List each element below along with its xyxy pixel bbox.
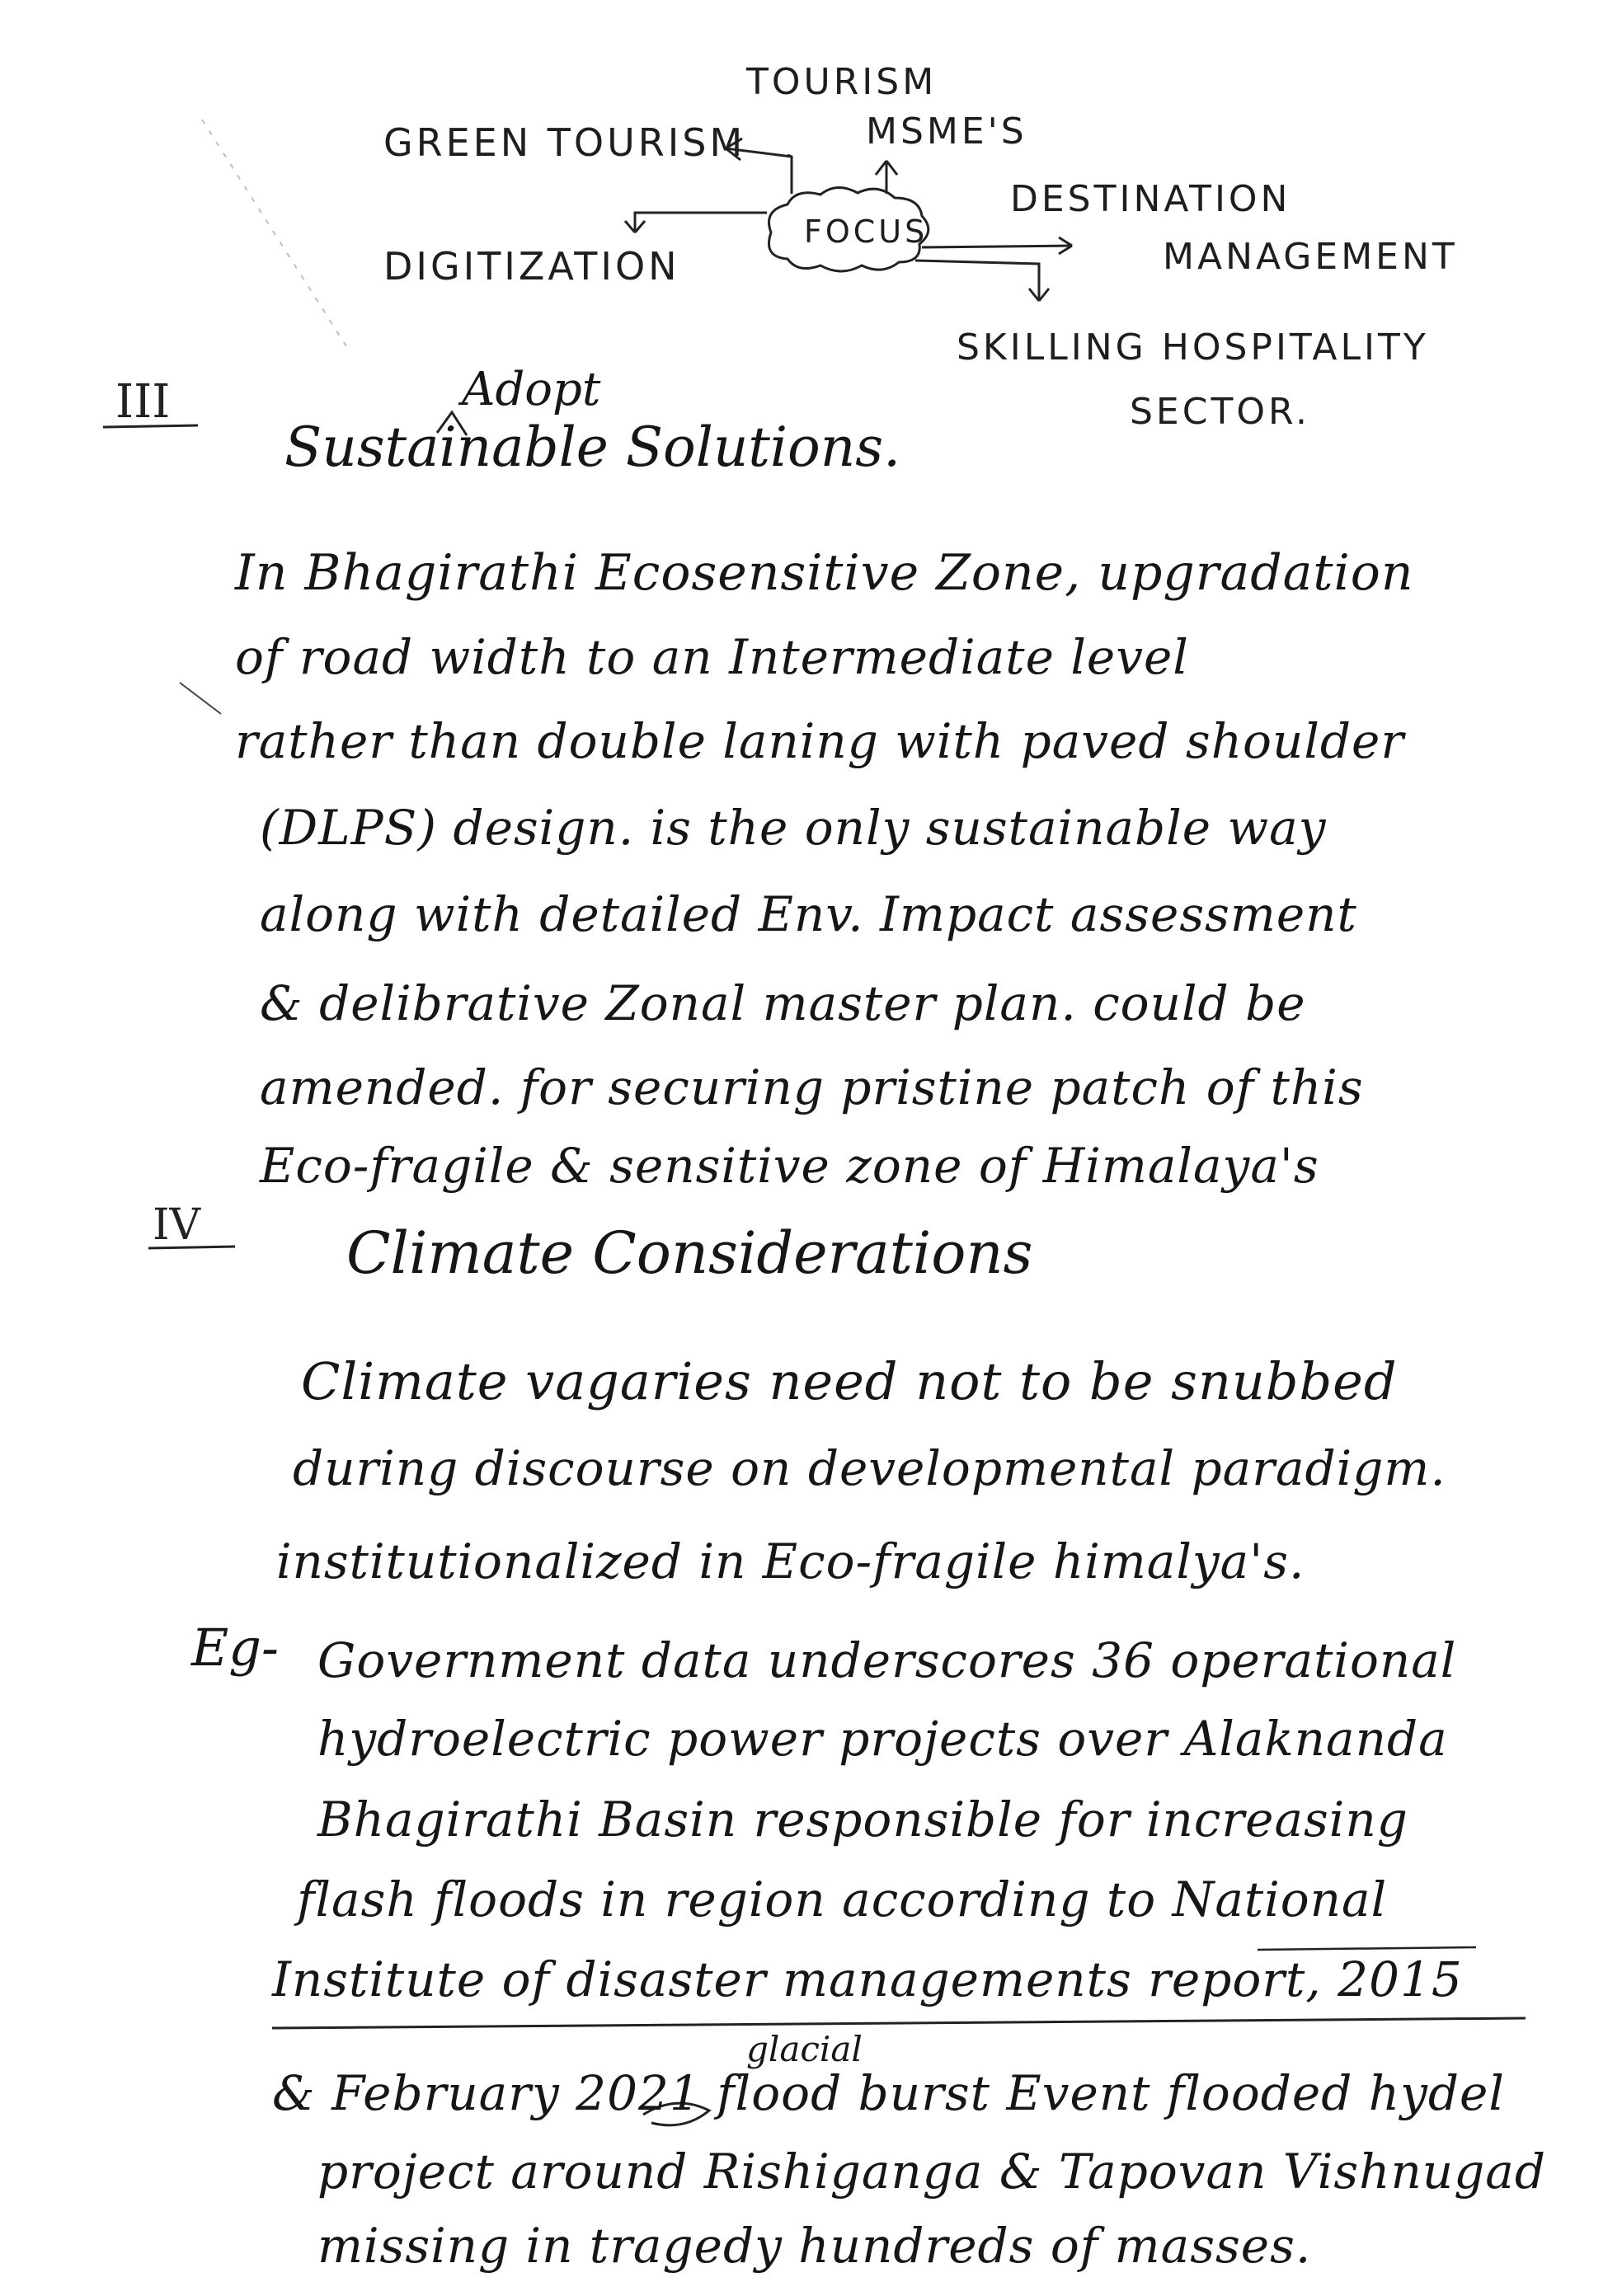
- example-line-3: Bhagirathi Basin responsible for increasing: [317, 1791, 1408, 1848]
- example-line-2: hydroelectric power projects over Alaknanda: [317, 1711, 1448, 1767]
- section-iii-line-1: In Bhagirathi Ecosensitive Zone, upgradation: [235, 544, 1414, 602]
- section-iii-line-5: along with detailed Env. Impact assessment: [260, 886, 1357, 942]
- mindmap-digitization: DIGITIZATION: [383, 244, 680, 289]
- section-iii-line-4: (DLPS) design. is the only sustainable way: [260, 800, 1327, 856]
- section-iv-intro-line-1: Climate vagaries need not to be snubbed: [301, 1351, 1398, 1411]
- national-underline: [1258, 1947, 1476, 1950]
- mindmap-green-tourism: GREEN TOURISM: [383, 120, 746, 165]
- section-iii-heading: Sustainable Solutions.: [284, 416, 901, 479]
- section-iii-line-2: of road width to an Intermediate level: [235, 629, 1189, 685]
- margin-tick: [180, 683, 221, 714]
- mindmap-msme: MSME'S: [866, 110, 1027, 153]
- arrow-to-destination: [922, 246, 1072, 247]
- example-last-line-3: missing in tragedy hundreds of masses.: [317, 2218, 1312, 2274]
- example-line-4: flash floods in region according to National: [297, 1871, 1388, 1927]
- arrow-to-tourism: [787, 155, 792, 194]
- example-caret-word: glacial: [746, 2029, 863, 2069]
- arrow-to-skilling: [915, 261, 1039, 301]
- example-label: Eg-: [191, 1618, 279, 1678]
- mindmap-destination-line1: DESTINATION: [1010, 178, 1291, 220]
- section-iii-line-3: rather than double laning with paved shoulder: [235, 713, 1405, 769]
- section-iii-caret-word: Adopt: [462, 363, 601, 416]
- arrow-to-digitization: [635, 213, 767, 232]
- mindmap-destination-line2: MANAGEMENT: [1163, 236, 1458, 278]
- mindmap-tourism: TOURISM: [746, 61, 938, 103]
- mindmap-skilling-line1: SKILLING HOSPITALITY: [957, 326, 1429, 369]
- example-line-5: Institute of disaster managements report, 2015: [272, 1951, 1463, 2007]
- section-iv-intro-line-3: institutionalized in Eco-fragile himalya's.: [276, 1533, 1305, 1589]
- section-iv-heading: Climate Considerations: [346, 1219, 1033, 1287]
- section-iii-numeral: III: [115, 375, 171, 429]
- example-line-1: Government data underscores 36 operational: [317, 1632, 1457, 1688]
- example-last-line-1: & February 2021 flood burst Event flooded hydel: [272, 2065, 1505, 2121]
- example-last-line-2: project around Rishiganga & Tapovan Vishnugad: [317, 2143, 1546, 2200]
- section-iii-line-7: amended. for securing pristine patch of this: [260, 1059, 1364, 1115]
- margin-stray-mark: [202, 120, 346, 346]
- section-iv-numeral: IV: [153, 1200, 201, 1250]
- report-underline: [272, 2018, 1526, 2028]
- mindmap-focus: FOCUS: [804, 214, 929, 250]
- section-iii-line-6: & delibrative Zonal master plan. could be: [260, 975, 1306, 1031]
- mindmap-skilling-line2: SECTOR.: [1130, 391, 1310, 433]
- section-iv-intro-line-2: during discourse on developmental paradigm.: [293, 1440, 1446, 1496]
- section-iii-line-8: Eco-fragile & sensitive zone of Himalaya's: [260, 1138, 1319, 1194]
